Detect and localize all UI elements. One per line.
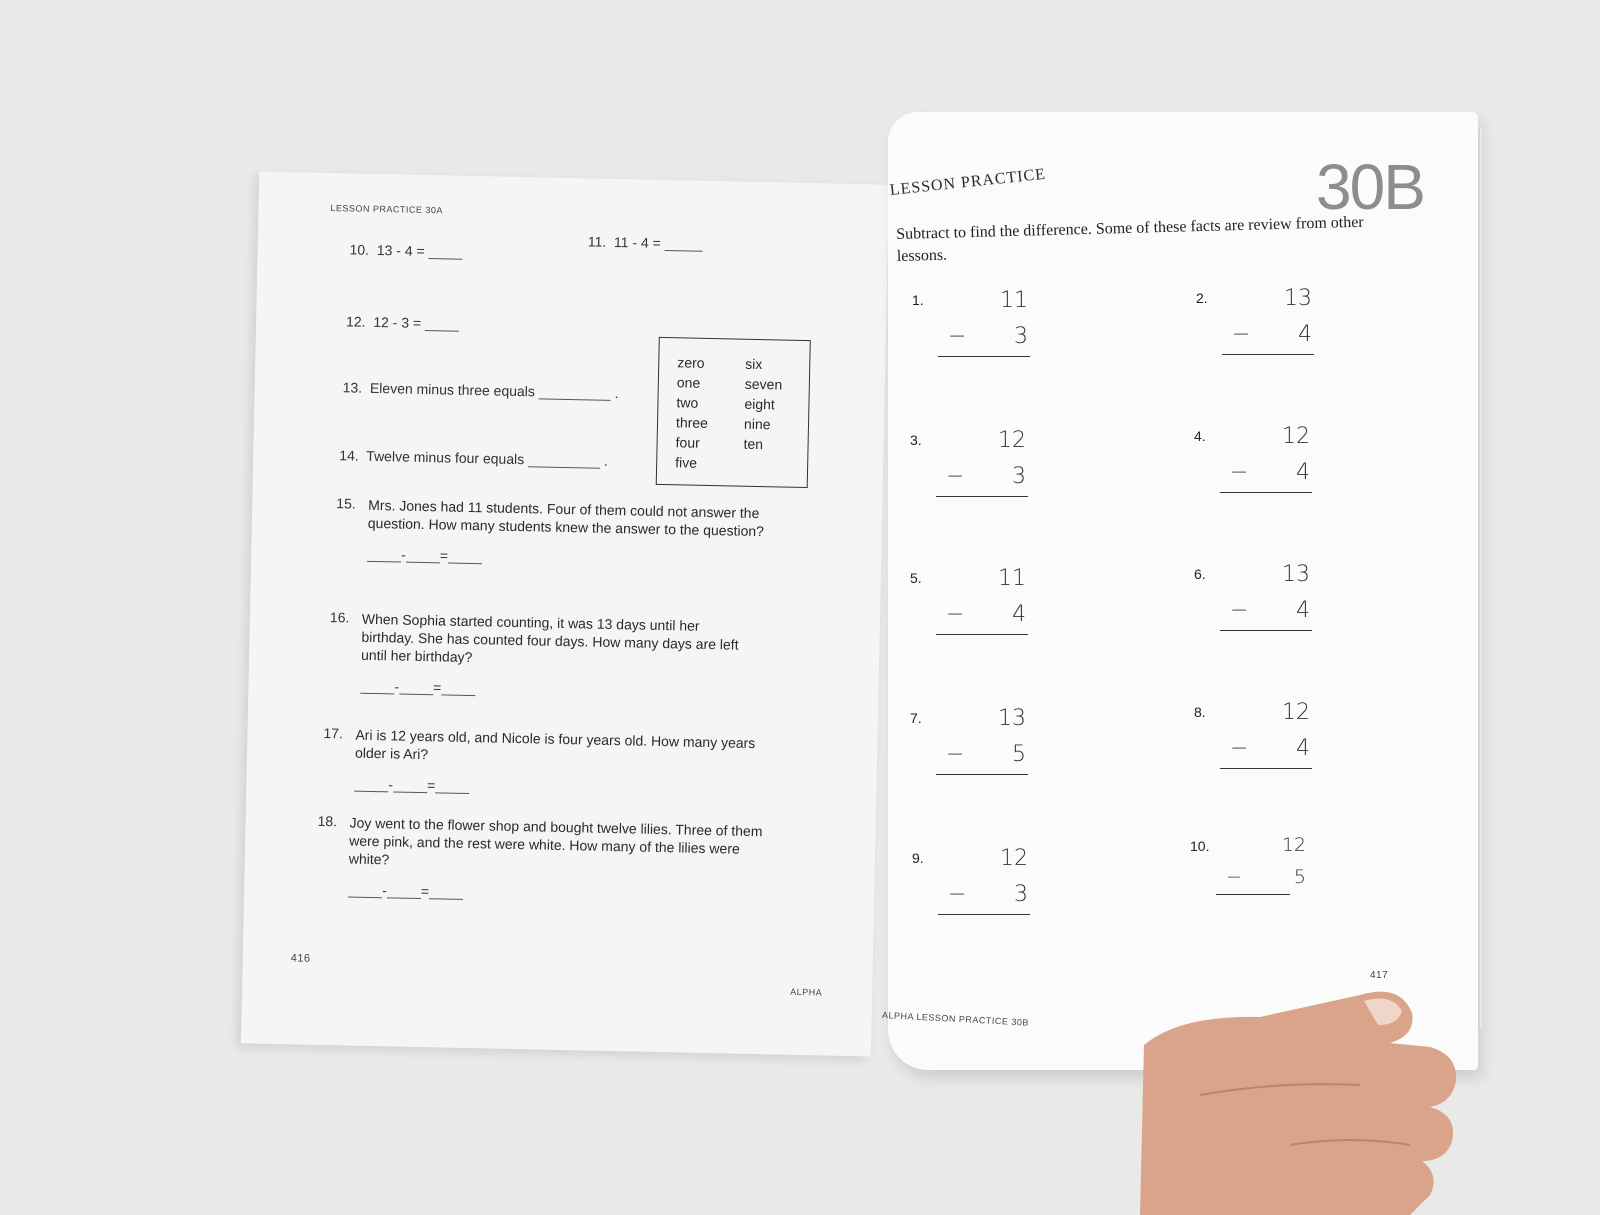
answer-line[interactable] — [1222, 354, 1314, 355]
answer-line[interactable] — [1216, 894, 1290, 895]
equation-blanks: - = — [354, 776, 782, 801]
question-14: 14. Twelve minus four equals . — [339, 447, 609, 469]
lesson-code: 30B — [1316, 151, 1424, 223]
question-15: 15. Mrs. Jones had 11 students. Four of them could not answer the question. How many students knew the answer to the question? - = — [335, 495, 796, 571]
hand-shape — [1140, 992, 1456, 1215]
question-11: 11. 11 - 4 = — [588, 233, 703, 251]
right-page-footer: ALPHA LESSON PRACTICE 30B — [881, 1010, 1030, 1028]
answer-blank[interactable] — [428, 258, 462, 260]
right-page-title: LESSON PRACTICE — [889, 165, 1047, 199]
left-page-footer: ALPHA — [790, 986, 823, 998]
answer-line[interactable] — [938, 356, 1030, 357]
answer-line[interactable] — [936, 634, 1028, 635]
question-17: 17. Ari is 12 years old, and Nicole is four years old. How many years older is Ari? - = — [322, 725, 783, 801]
equation-blanks: - = — [367, 546, 795, 571]
answer-line[interactable] — [936, 774, 1028, 775]
left-page-number: 416 — [290, 952, 311, 965]
right-page: LESSON PRACTICE 30B Subtract to find the difference. Some of these facts are review from other lessons. 1. 11 − 3 2. 13 − 4 3. 12 − 3 4. 12 − 4 5. 11 − 4 6. 13 − 4 7. 13 − 5 8. 12 − 4 9. 12 − 3 10. 12 − 5 417 ALPHA LESSON PRACTICE 30B — [888, 112, 1478, 1070]
word-box-column-2: six seven eight nine ten — [743, 355, 783, 453]
left-page — [241, 171, 889, 1056]
answer-line[interactable] — [1220, 768, 1312, 769]
question-18: 18. Joy went to the flower shop and bought twelve lilies. Three of them were pink, and the rest were white. How many of the lilies were white? - = — [316, 813, 778, 907]
instruction-text: Subtract to find the difference. Some of these facts are review from other lessons. — [896, 213, 1364, 265]
question-16: 16. When Sophia started counting, it was 13 days until her birthday. She has counted four days. How many days are left until her birthday? - = — [328, 609, 750, 702]
equation-blanks: - = — [348, 882, 776, 907]
hand-image — [1140, 985, 1470, 1215]
question-10: 10. 13 - 4 = — [349, 241, 462, 259]
answer-blank[interactable] — [665, 250, 703, 252]
answer-blank[interactable] — [425, 330, 459, 332]
answer-blank[interactable] — [528, 466, 600, 469]
number-word-box — [656, 337, 811, 488]
answer-line[interactable] — [1220, 492, 1312, 493]
answer-line[interactable] — [936, 496, 1028, 497]
left-page-header: LESSON PRACTICE 30A — [330, 203, 444, 216]
question-13: 13. Eleven minus three equals . — [342, 379, 619, 402]
question-12: 12. 12 - 3 = — [346, 313, 459, 331]
answer-line[interactable] — [1220, 630, 1312, 631]
answer-blank[interactable] — [539, 398, 611, 401]
word-box-column-1: zero one two three four five — [675, 354, 709, 471]
answer-line[interactable] — [938, 914, 1030, 915]
equation-blanks: - = — [360, 678, 748, 702]
right-page-number: 417 — [1370, 970, 1389, 981]
